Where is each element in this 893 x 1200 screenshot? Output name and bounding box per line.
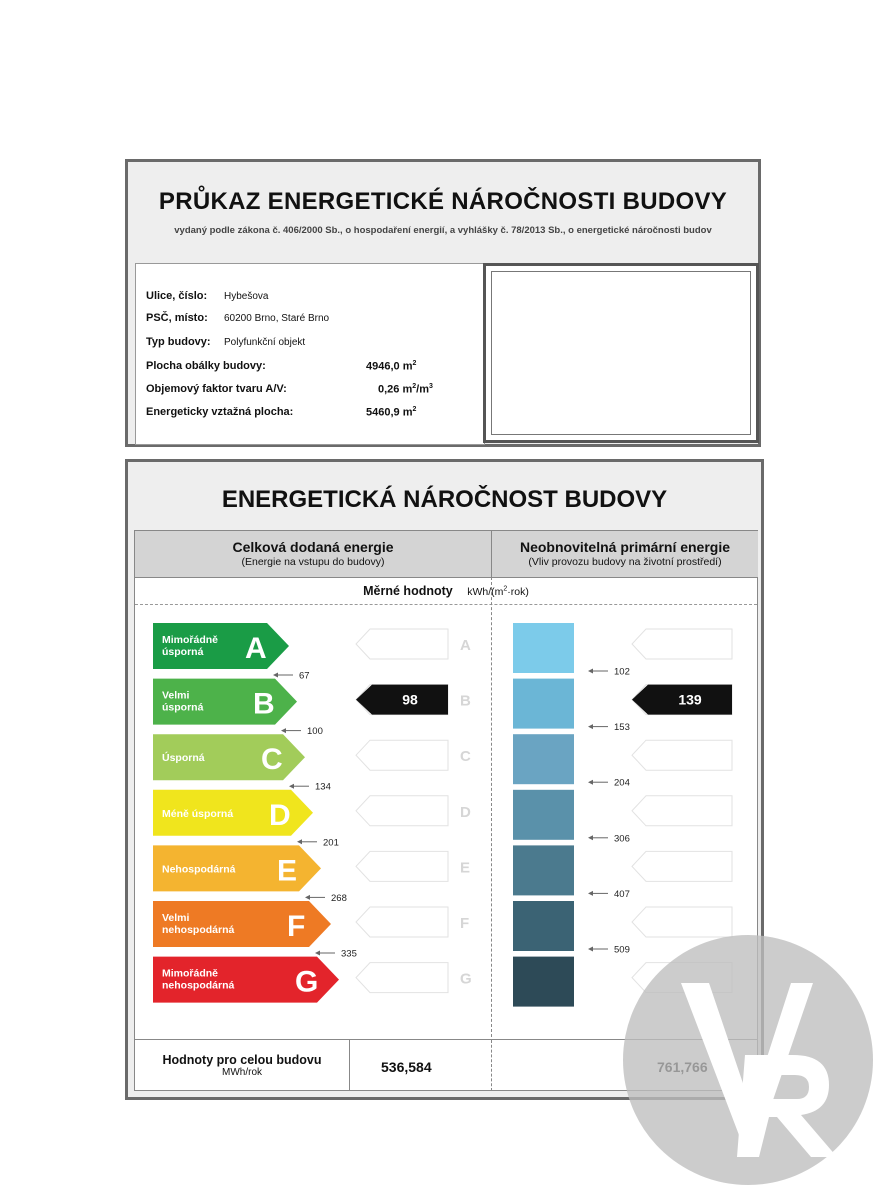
envelope-value: 4946,0 $m^2$ xyxy=(366,360,417,373)
psc-label: PSČ, místo: xyxy=(146,312,208,324)
primary-c-threshold-value: 204 xyxy=(614,777,630,789)
class-d-ghost-letter: D xyxy=(460,803,471,821)
area-label: Energeticky vztažná plocha: xyxy=(146,406,294,418)
primary-scale-block-a xyxy=(513,623,574,673)
primary-e-ghost-arrow xyxy=(632,851,732,881)
factor-row xyxy=(146,383,433,396)
class-e-label: Nehospodárná xyxy=(162,863,236,876)
primary-e-threshold-arrowhead xyxy=(588,891,593,896)
street-value: Hybešova xyxy=(224,291,269,302)
class-d-threshold-value: 201 xyxy=(323,837,339,849)
class-f-ghost-arrow xyxy=(356,907,448,937)
class-e-letter: E xyxy=(277,854,298,888)
totals-divider xyxy=(491,1040,492,1091)
type-label: Typ budovy: xyxy=(146,336,211,348)
primary-e-threshold-value: 407 xyxy=(614,888,630,900)
primary-scale-block-b xyxy=(513,679,574,729)
totals-label: Hodnoty pro celou budovu xyxy=(162,1053,322,1067)
factor-label: Objemový faktor tvaru A/V: xyxy=(146,383,287,395)
building-info-panel xyxy=(135,263,485,445)
class-a-ghost-arrow xyxy=(356,629,448,659)
delivered-energy-subtitle: (Energie na vstupu do budovy) xyxy=(241,556,385,568)
psc-row xyxy=(146,312,330,324)
class-b-letter: B xyxy=(253,687,275,721)
primary-a-ghost-arrow xyxy=(632,629,732,659)
class-c-letter: C xyxy=(261,743,283,777)
street-row xyxy=(146,290,269,302)
primary-scale-block-f xyxy=(513,901,574,951)
area-value: 5460,9 $m^2$ xyxy=(366,406,417,419)
class-b-label: Velmi xyxy=(162,689,190,702)
class-g-label-2: nehospodárná xyxy=(162,979,235,992)
primary-scale-block-c xyxy=(513,734,574,784)
primary-energy-marker-value: 139 xyxy=(678,691,702,708)
class-c-label: Úsporná xyxy=(162,752,205,765)
primary-c-threshold-arrowhead xyxy=(588,780,593,785)
envelope-label: Plocha obálky budovy: xyxy=(146,360,266,372)
primary-energy-subtitle: (Vliv provozu budovy na životní prostředí) xyxy=(528,556,722,568)
class-a-label-2: úsporná xyxy=(162,646,204,658)
units-label: Měrné hodnoty xyxy=(363,584,453,598)
class-a-letter: A xyxy=(245,632,267,665)
primary-f-threshold-value: 509 xyxy=(614,944,630,956)
primary-c-ghost-arrow xyxy=(632,740,732,770)
type-value: Polyfunkční objekt xyxy=(224,337,306,348)
class-f-ghost-letter: F xyxy=(460,915,470,932)
primary-f-threshold-arrowhead xyxy=(588,947,593,952)
class-g-ghost-arrow xyxy=(356,963,448,993)
primary-scale-block-e xyxy=(513,845,574,895)
primary-a-threshold-arrowhead xyxy=(588,669,593,674)
class-f-threshold-arrowhead xyxy=(315,951,320,956)
class-c-threshold-arrowhead xyxy=(289,784,294,789)
primary-scale-block-g xyxy=(513,957,574,1007)
street-label: Ulice, číslo: xyxy=(146,290,208,302)
factor-value: 0,26 $m^2/m^3$ xyxy=(378,383,433,396)
page-title: PRŮKAZ ENERGETICKÉ NÁROČNOSTI BUDOVY xyxy=(158,188,728,215)
class-d-threshold-arrowhead xyxy=(297,839,302,844)
class-e-ghost-letter: E xyxy=(460,859,471,877)
class-f-label: Velmi xyxy=(162,912,190,924)
delivered-energy-marker-value: 98 xyxy=(402,691,418,708)
class-b-threshold-value: 100 xyxy=(307,726,323,738)
primary-f-ghost-arrow xyxy=(632,907,732,937)
primary-b-threshold-value: 153 xyxy=(614,722,630,734)
class-c-threshold-value: 134 xyxy=(315,781,331,793)
class-a-label: Mimořádně xyxy=(162,634,219,646)
class-f-letter: F xyxy=(287,910,306,943)
envelope-row xyxy=(146,360,417,373)
primary-d-ghost-arrow xyxy=(632,796,732,826)
units-unit: kWh/$(m^2\cdot rok)$ xyxy=(467,585,529,598)
class-g-label: Mimořádně xyxy=(162,967,219,980)
class-e-threshold-value: 268 xyxy=(331,892,347,904)
class-d-label: Méně úsporná xyxy=(162,807,234,820)
class-b-ghost-letter: B xyxy=(460,692,471,710)
primary-energy-title: Neobnovitelná primární energie xyxy=(519,539,731,555)
type-row xyxy=(146,336,306,348)
area-row xyxy=(146,406,417,419)
class-e-ghost-arrow xyxy=(356,851,448,881)
page-subtitle: vydaný podle zákona č. 406/2000 Sb., o hospodaření energií, a vyhlášky č. 78/2013 Sb., o energetické náročnosti budov xyxy=(174,225,712,236)
class-g-ghost-letter: G xyxy=(460,970,472,988)
building-photo xyxy=(491,271,751,435)
totals-unit: MWh/rok xyxy=(222,1067,262,1078)
primary-a-threshold-value: 102 xyxy=(614,666,630,678)
primary-b-threshold-arrowhead xyxy=(588,724,593,729)
primary-d-threshold-value: 306 xyxy=(614,833,630,845)
class-e-threshold-arrowhead xyxy=(305,895,310,900)
primary-d-threshold-arrowhead xyxy=(588,835,593,840)
class-d-letter: D xyxy=(269,798,291,832)
watermark-logo xyxy=(623,935,873,1185)
class-a-threshold-arrowhead xyxy=(273,673,278,678)
building-info-card xyxy=(125,159,761,447)
class-f-threshold-value: 335 xyxy=(341,948,357,960)
class-g-letter: G xyxy=(295,965,319,999)
total-delivered-energy: 536,584 xyxy=(381,1059,432,1075)
class-d-ghost-arrow xyxy=(356,796,448,826)
building-photo-frame xyxy=(483,263,759,443)
delivered-energy-title: Celková dodaná energie xyxy=(232,539,394,555)
class-c-ghost-arrow xyxy=(356,740,448,770)
class-b-label-2: úsporná xyxy=(162,701,204,714)
class-a-threshold-value: 67 xyxy=(299,670,310,682)
class-c-ghost-letter: C xyxy=(460,748,471,766)
class-a-ghost-letter: A xyxy=(460,637,471,654)
totals-label-cell xyxy=(135,1040,350,1091)
watermark-vr-icon xyxy=(623,935,873,1185)
primary-scale-block-d xyxy=(513,790,574,840)
psc-value: 60200 Brno, Staré Brno xyxy=(224,313,330,324)
class-b-threshold-arrowhead xyxy=(281,728,286,733)
section-title: ENERGETICKÁ NÁROČNOST BUDOVY xyxy=(221,486,668,513)
class-f-label-2: nehospodárná xyxy=(162,924,235,936)
